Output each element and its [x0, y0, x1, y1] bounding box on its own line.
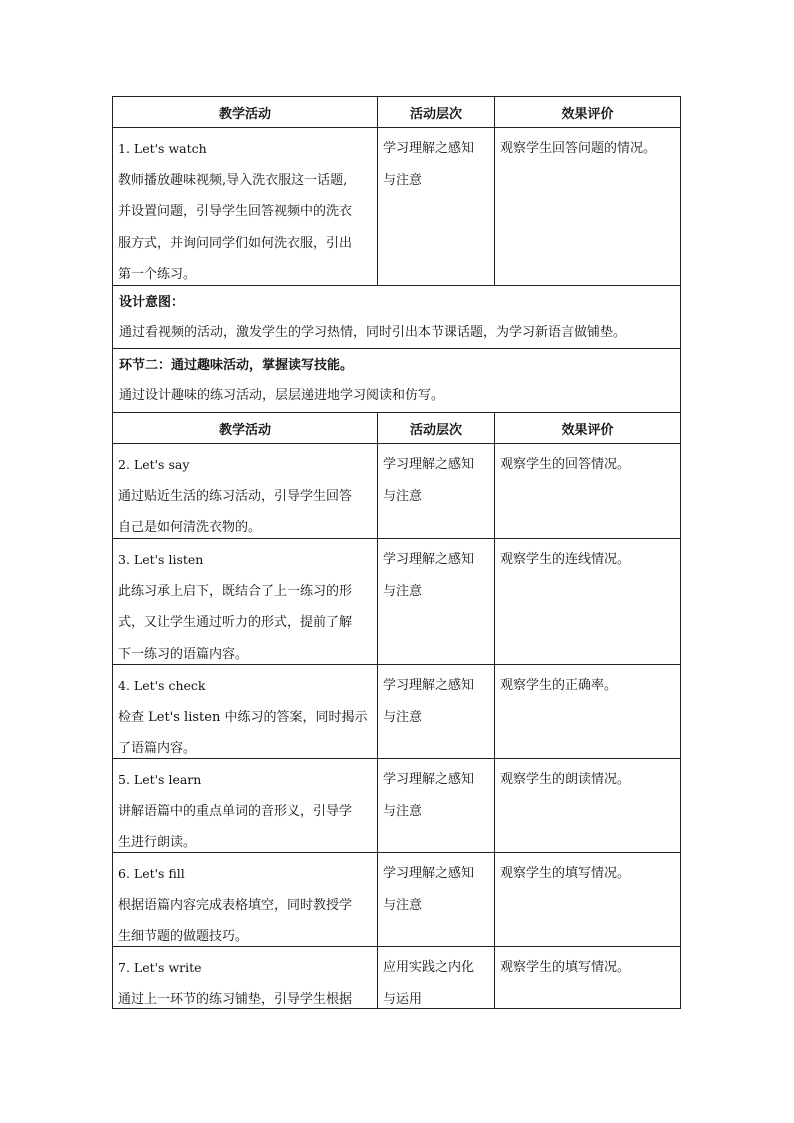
activity-desc-line: 生细节题的做题技巧。	[118, 929, 249, 944]
table-row	[112, 664, 681, 758]
evaluation-cell	[495, 128, 680, 285]
activity-desc-line: 下一练习的语篇内容。	[118, 646, 249, 662]
header-evaluation: 效果评价	[561, 422, 614, 438]
evaluation-text: 观察学生的填写情况。	[500, 960, 631, 975]
activity-desc-line: 通过上一环节的练习铺垫，引导学生根据	[118, 991, 353, 1007]
activity-desc-line: 服方式，并询问同学们如何洗衣服，引出	[118, 235, 353, 251]
table-row	[112, 758, 681, 852]
level-line: 学习理解之感知	[383, 141, 475, 156]
table-row	[112, 127, 681, 285]
activity-cell	[113, 759, 378, 852]
level-line: 与注意	[383, 897, 423, 913]
level-line: 应用实践之内化	[383, 960, 475, 975]
evaluation-cell	[495, 444, 680, 538]
level-line: 与运用	[383, 991, 423, 1007]
activity-cell	[113, 539, 378, 664]
evaluation-text: 观察学生的正确率。	[500, 678, 618, 693]
level-line: 学习理解之感知	[383, 866, 475, 881]
header-evaluation: 效果评价	[561, 106, 614, 122]
activity-title: 3. Let's listen	[118, 552, 204, 567]
evaluation-text: 观察学生的连线情况。	[500, 552, 631, 567]
level-line: 学习理解之感知	[383, 772, 475, 787]
activity-desc-line: 式，又让学生通过听力的形式，提前了解	[118, 615, 353, 630]
level-line: 学习理解之感知	[383, 678, 475, 693]
activity-cell	[113, 444, 378, 538]
activity-desc-line: 根据语篇内容完成表格填空，同时教授学	[118, 897, 353, 913]
level-line: 与注意	[383, 709, 423, 725]
design-intent-block	[112, 285, 681, 348]
table-row	[112, 443, 681, 538]
table-header	[112, 412, 681, 443]
activity-title: 5. Let's learn	[118, 772, 202, 787]
level-line: 学习理解之感知	[383, 457, 475, 472]
table-header	[112, 96, 681, 127]
design-text: 通过看视频的活动，激发学生的学习热情，同时引出本节课话题，为学习新语言做铺垫。	[119, 325, 627, 340]
evaluation-text: 观察学生的朗读情况。	[500, 772, 631, 787]
evaluation-text: 观察学生的回答情况。	[500, 457, 631, 472]
stage-text: 通过设计趣味的练习活动，层层递进地学习阅读和仿写。	[119, 388, 445, 403]
activity-desc-line: 自己是如何清洗衣物的。	[118, 520, 262, 535]
evaluation-cell	[495, 947, 680, 1008]
activity-cell	[113, 665, 378, 758]
level-cell	[378, 539, 495, 664]
stage-two-block	[112, 348, 681, 412]
header-activity: 教学活动	[113, 413, 378, 443]
activity-title: 6. Let's fill	[118, 866, 185, 881]
activity-desc-line: 教师播放趣味视频,导入洗衣服这一话题,	[118, 172, 348, 188]
table-row	[112, 852, 681, 946]
activity-cell	[113, 947, 378, 1008]
header-level: 活动层次	[378, 97, 495, 127]
evaluation-cell	[495, 853, 680, 946]
level-cell	[378, 444, 495, 538]
activity-title: 1. Let's watch	[118, 141, 207, 156]
level-line: 与注意	[383, 803, 423, 819]
evaluation-cell	[495, 759, 680, 852]
level-cell	[378, 759, 495, 852]
level-line: 与注意	[383, 172, 423, 188]
lesson-plan-table	[112, 96, 681, 1009]
level-cell	[378, 853, 495, 946]
stage-heading: 环节二：通过趣味活动，掌握读写技能。	[119, 358, 354, 373]
level-line: 与注意	[383, 488, 423, 504]
activity-cell	[113, 853, 378, 946]
evaluation-cell	[495, 665, 680, 758]
activity-desc-line: 了语篇内容。	[118, 741, 197, 756]
table-row	[112, 538, 681, 664]
level-cell	[378, 128, 495, 285]
design-heading: 设计意图：	[119, 295, 185, 310]
activity-desc-line: 并设置问题，引导学生回答视频中的洗衣	[118, 204, 353, 219]
activity-desc-line: 通过贴近生活的练习活动，引导学生回答	[118, 488, 353, 504]
level-line: 与注意	[383, 583, 423, 599]
activity-title: 2. Let's say	[118, 457, 190, 472]
activity-desc-line: 讲解语篇中的重点单词的音形义，引导学	[118, 803, 353, 819]
activity-title: 4. Let's check	[118, 678, 206, 693]
evaluation-text: 观察学生的填写情况。	[500, 866, 631, 881]
table-row	[112, 946, 681, 1009]
level-cell	[378, 665, 495, 758]
activity-desc-line: 第一个练习。	[118, 267, 197, 282]
activity-desc-line: 检查 Let's listen 中练习的答案，同时揭示	[118, 709, 368, 725]
header-activity: 教学活动	[113, 97, 378, 127]
activity-title: 7. Let's write	[118, 960, 202, 975]
activity-cell	[113, 128, 378, 285]
level-cell	[378, 947, 495, 1008]
activity-desc-line: 生进行朗读。	[118, 835, 197, 850]
header-level: 活动层次	[378, 413, 495, 443]
activity-desc-line: 此练习承上启下，既结合了上一练习的形	[118, 583, 353, 599]
evaluation-text: 观察学生回答问题的情况。	[500, 141, 657, 156]
evaluation-cell	[495, 539, 680, 664]
level-line: 学习理解之感知	[383, 552, 475, 567]
